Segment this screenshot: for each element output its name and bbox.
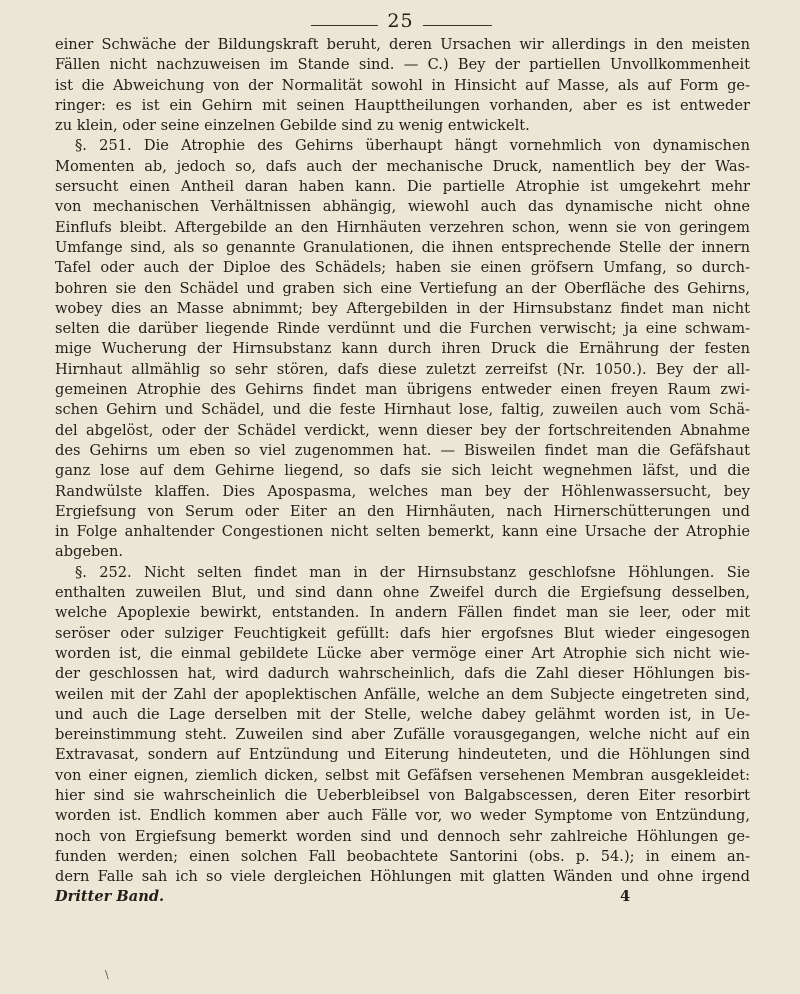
text-line: funden werden; einen solchen Fall beobachtete Santorini (obs. p. 54.); in einem an-: [55, 847, 750, 865]
text-line: in Folge anhaltender Congestionen nicht selten bemerkt, kann eine Ursache der Atrophie: [55, 523, 750, 541]
text-line: und auch die Lage derselben mit der Stelle, welche dabey gelähmt worden ist, in Ue-: [55, 705, 750, 723]
text-line: noch von Ergiefsung bemerkt worden sind und dennoch sehr zahlreiche Höhlungen ge-: [55, 827, 750, 845]
text-line: mige Wucherung der Hirnsubstanz kann durch ihren Druck die Ernährung der festen: [55, 340, 750, 358]
text-line: der geschlossen hat, wird dadurch wahrscheinlich, dafs die Zahl dieser Höhlungen bis-: [55, 665, 750, 683]
text-line: des Gehirns um eben so viel zugenommen hat. — Bisweilen findet man die Gefäfshaut: [55, 441, 750, 459]
text-line: Hirnhaut allmählig so sehr stören, dafs diese zuletzt zerreifst (Nr. 1050.). Bey der all-: [55, 360, 750, 378]
signature-mark: Dritter Band.: [55, 888, 165, 906]
text-line: del abgelöst, oder der Schädel verdickt, wenn dieser bey der fortschreitenden Abnahme: [55, 421, 750, 439]
text-line: einer Schwäche der Bildungskraft beruht, deren Ursachen wir allerdings in den meisten: [55, 36, 750, 53]
text-line: von einer eignen, ziemlich dicken, selbst mit Gefäfsen versehenen Membran ausgekleidet:: [55, 766, 750, 784]
header-rule-left: [311, 25, 378, 26]
stray-mark: \: [105, 968, 109, 981]
text-line: dern Falle sah ich so viele dergleichen Höhlungen mit glatten Wänden und ohne irgend: [55, 868, 750, 886]
section-251-heading-line: §. 251. Die Atrophie des Gehirns überhaupt hängt vornehmlich von dynamischen: [75, 137, 750, 155]
text-line: Tafel oder auch der Diploe des Schädels; haben sie einen gröfsern Umfang, so durch-: [55, 259, 750, 277]
text-line: Einflufs bleibt. Aftergebilde an den Hirnhäuten verzehren schon, wenn sie von geringem: [55, 218, 750, 236]
text-line: Extravasat, sondern auf Entzündung und Eiterung hindeuteten, und die Höhlungen sind: [55, 746, 750, 764]
text-line: sersucht einen Antheil daran haben kann. Die partielle Atrophie ist umgekehrt mehr: [55, 178, 750, 196]
text-line: weilen mit der Zahl der apoplektischen Anfälle, welche an dem Subjecte eingetreten sind,: [55, 685, 750, 703]
body-text: [55, 35, 750, 908]
text-line: Momenten ab, jedoch so, dafs auch der mechanische Druck, namentlich bey der Was-: [55, 157, 750, 175]
text-line: wobey dies an Masse abnimmt; bey Aftergebilden in der Hirnsubstanz findet man nicht: [55, 299, 750, 317]
text-line: ringer: es ist ein Gehirn mit seinen Haupttheilungen vorhanden, aber es ist entweder: [55, 96, 750, 114]
text-line: ist die Abweichung von der Normalität sowohl in Hinsicht auf Masse, als auf Form ge-: [55, 76, 750, 94]
text-line: Randwülste klaffen. Dies Apospasma, welches man bey der Höhlenwassersucht, bey: [55, 482, 750, 500]
sheet-number: 4: [620, 888, 631, 906]
text-line: schen Gehirn und Schädel, und die feste Hirnhaut lose, faltig, zuweilen auch vom Schä-: [55, 401, 750, 419]
header-rule-right: [423, 25, 492, 26]
text-line: worden ist, die einmal gebildete Lücke aber vermöge einer Art Atrophie sich nicht wie-: [55, 644, 750, 662]
text-line: zu klein, oder seine einzelnen Gebilde sind zu wenig entwickelt.: [55, 117, 530, 135]
page-number: 25: [387, 10, 414, 32]
text-line: bereinstimmung steht. Zuweilen sind aber Zufälle vorausgegangen, welche nicht auf ein: [55, 726, 750, 744]
section-252-heading-line: §. 252. Nicht selten findet man in der Hirnsubstanz geschlofsne Höhlungen. Sie: [75, 563, 750, 581]
text-line: Fällen nicht nachzuweisen im Stande sind. — C.) Bey der partiellen Unvollkommenheit: [55, 56, 750, 74]
text-line: welche Apoplexie bewirkt, entstanden. In andern Fällen findet man sie leer, oder mit: [55, 604, 750, 622]
page-footer: [55, 887, 750, 907]
text-line: selten die darüber liegende Rinde verdünnt und die Furchen verwischt; ja eine schwam-: [55, 320, 750, 338]
text-line: seröser oder sulziger Feuchtigkeit gefüllt: dafs hier ergofsnes Blut wieder eingesogen: [55, 624, 750, 642]
text-line: bohren sie den Schädel und graben sich eine Vertiefung an der Oberfläche des Gehirns,: [55, 279, 750, 297]
text-line: von mechanischen Verhältnissen abhängig, wiewohl auch das dynamische nicht ohne: [55, 198, 750, 216]
text-line: enthalten zuweilen Blut, und sind dann ohne Zweifel durch die Ergiefsung desselben,: [55, 584, 750, 602]
page-header: [0, 8, 800, 38]
text-line: hier sind sie wahrscheinlich die Ueberbleibsel von Balgabscessen, deren Eiter resorbirt: [55, 786, 750, 804]
text-line: Umfange sind, als so genannte Granulationen, die ihnen entsprechende Stelle der innern: [55, 238, 750, 256]
text-line: abgeben.: [55, 543, 124, 561]
text-line: worden ist. Endlich kommen aber auch Fälle vor, wo weder Symptome von Entzündung,: [55, 807, 750, 825]
text-line: gemeinen Atrophie des Gehirns findet man übrigens entweder einen freyen Raum zwi-: [55, 381, 750, 399]
text-line: Ergiefsung von Serum oder Eiter an den Hirnhäuten, nach Hirnerschütterungen und: [55, 502, 750, 520]
text-line: ganz lose auf dem Gehirne liegend, so dafs sie sich leicht wegnehmen läfst, und die: [55, 462, 750, 480]
